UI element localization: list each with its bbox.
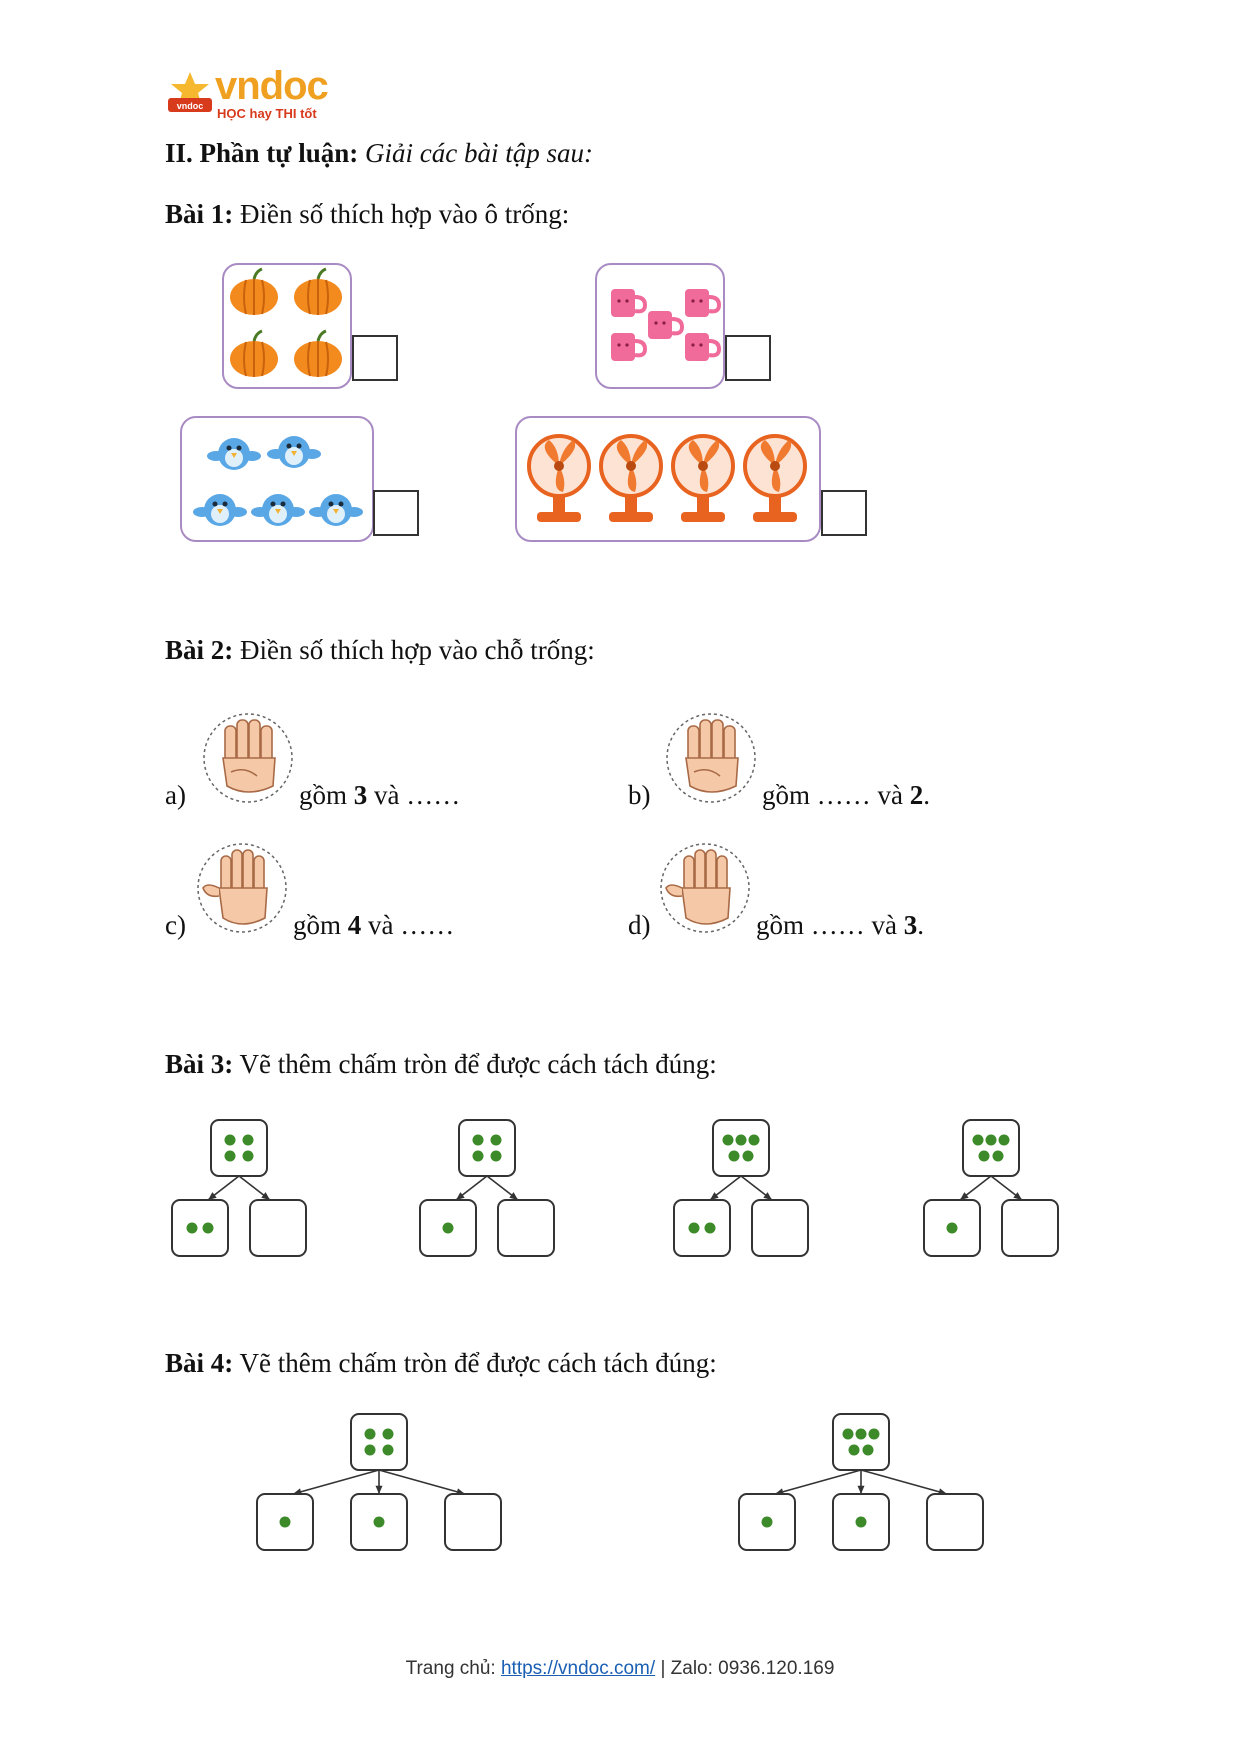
hand-five-fingers-icon	[658, 838, 752, 938]
dot	[849, 1445, 860, 1456]
dot	[856, 1517, 867, 1528]
fan-group	[515, 416, 821, 542]
dot	[203, 1223, 214, 1234]
dot	[243, 1135, 254, 1146]
dot	[280, 1517, 291, 1528]
fan-icon	[529, 436, 589, 522]
dot	[749, 1135, 760, 1146]
child-number-box	[833, 1494, 889, 1550]
dot	[225, 1151, 236, 1162]
dot	[723, 1135, 734, 1146]
dot	[843, 1429, 854, 1440]
bai2-label: Bài 2:	[165, 635, 234, 665]
fan-icon	[745, 436, 805, 522]
dot	[729, 1151, 740, 1162]
pumpkin-group	[222, 263, 352, 389]
bai2-item-b	[628, 708, 1068, 808]
dot	[491, 1135, 502, 1146]
mug-icon	[611, 289, 645, 317]
item-letter: c)	[165, 910, 186, 940]
item-text: gồm 3 và ……	[299, 780, 461, 810]
section-title: II. Phần tự luận:	[165, 138, 359, 168]
split-arrow	[293, 1470, 379, 1494]
split-tree	[170, 1118, 308, 1258]
bai2-heading	[165, 635, 595, 666]
bai1-heading	[165, 199, 569, 230]
dot	[243, 1151, 254, 1162]
bai2-item-c	[165, 838, 605, 938]
child-number-box	[674, 1200, 730, 1256]
mug-icon	[648, 311, 682, 339]
top-number-box	[211, 1120, 267, 1176]
item-letter: b)	[628, 780, 651, 810]
dot	[383, 1445, 394, 1456]
bai4-label: Bài 4:	[165, 1348, 234, 1378]
answer-box-fans[interactable]	[821, 490, 867, 536]
top-number-box	[351, 1414, 407, 1470]
bai4-heading	[165, 1348, 717, 1379]
svg-text:vndoc: vndoc	[176, 101, 204, 111]
split-tree	[737, 1412, 985, 1552]
dot	[743, 1151, 754, 1162]
dot	[993, 1151, 1004, 1162]
section-subtitle: Giải các bài tập sau:	[365, 138, 593, 168]
item-text: gồm …… và 2.	[762, 780, 930, 810]
footer-contact: | Zalo: 0936.120.169	[655, 1658, 835, 1679]
dot	[947, 1223, 958, 1234]
mug-group	[595, 263, 725, 389]
dot	[689, 1223, 700, 1234]
bai2-item-a	[165, 708, 605, 808]
empty-answer-box[interactable]	[250, 1200, 306, 1256]
dot	[762, 1517, 773, 1528]
logo-emblem-icon	[165, 70, 215, 120]
split-tree	[255, 1412, 503, 1552]
split-tree	[672, 1118, 810, 1258]
dot	[973, 1135, 984, 1146]
bai4-instruction: Vẽ thêm chấm tròn để được cách tách đúng:	[239, 1348, 717, 1378]
pumpkin-icon	[294, 269, 342, 315]
item-letter: d)	[628, 910, 651, 940]
dot	[383, 1429, 394, 1440]
child-number-box	[739, 1494, 795, 1550]
dot	[491, 1151, 502, 1162]
empty-answer-box[interactable]	[445, 1494, 501, 1550]
dot	[979, 1151, 990, 1162]
bai3-instruction: Vẽ thêm chấm tròn để được cách tách đúng:	[239, 1049, 717, 1079]
bird-group	[180, 416, 374, 542]
child-number-box	[257, 1494, 313, 1550]
top-number-box	[459, 1120, 515, 1176]
dot	[187, 1223, 198, 1234]
top-number-box	[713, 1120, 769, 1176]
split-arrow	[379, 1470, 465, 1494]
dot	[986, 1135, 997, 1146]
fan-icon	[601, 436, 661, 522]
bai1-instruction: Điền số thích hợp vào ô trống:	[240, 199, 570, 229]
bird-icon	[309, 494, 363, 526]
child-number-box	[924, 1200, 980, 1256]
empty-answer-box[interactable]	[1002, 1200, 1058, 1256]
top-number-box	[963, 1120, 1019, 1176]
pumpkin-icon	[230, 331, 278, 377]
bai2-instruction: Điền số thích hợp vào chỗ trống:	[240, 635, 595, 665]
empty-answer-box[interactable]	[927, 1494, 983, 1550]
bai1-label: Bài 1:	[165, 199, 234, 229]
item-text: gồm 4 và ……	[293, 910, 455, 940]
dot	[856, 1429, 867, 1440]
child-number-box	[420, 1200, 476, 1256]
page-footer	[0, 1658, 1240, 1680]
item-letter: a)	[165, 780, 186, 810]
mug-icon	[611, 333, 645, 361]
hand-five-fingers-icon	[195, 838, 289, 938]
dot	[869, 1429, 880, 1440]
split-tree	[922, 1118, 1060, 1258]
dot	[365, 1429, 376, 1440]
bird-icon	[251, 494, 305, 526]
vndoc-logo	[165, 64, 328, 124]
bird-icon	[207, 438, 261, 470]
bird-icon	[193, 494, 247, 526]
answer-box-mugs[interactable]	[725, 335, 771, 381]
split-arrow	[861, 1470, 947, 1494]
dot	[374, 1517, 385, 1528]
dot	[736, 1135, 747, 1146]
bai3-label: Bài 3:	[165, 1049, 234, 1079]
answer-box-birds[interactable]	[373, 490, 419, 536]
pumpkin-icon	[294, 331, 342, 377]
child-number-box	[351, 1494, 407, 1550]
dot	[705, 1223, 716, 1234]
mug-icon	[685, 333, 719, 361]
arrow-head	[857, 1486, 864, 1494]
bai2-item-d	[628, 838, 1068, 938]
dot	[999, 1135, 1010, 1146]
dot	[863, 1445, 874, 1456]
top-number-box	[833, 1414, 889, 1470]
mug-icon	[685, 289, 719, 317]
dot	[443, 1223, 454, 1234]
bird-icon	[267, 436, 321, 468]
item-text: gồm …… và 3.	[756, 910, 924, 940]
split-tree	[418, 1118, 556, 1258]
footer-prefix: Trang chủ:	[405, 1658, 501, 1679]
answer-box-pumpkins[interactable]	[352, 335, 398, 381]
empty-answer-box[interactable]	[498, 1200, 554, 1256]
section-heading	[165, 138, 593, 169]
child-number-box	[172, 1200, 228, 1256]
dot	[473, 1135, 484, 1146]
dot	[473, 1151, 484, 1162]
empty-answer-box[interactable]	[752, 1200, 808, 1256]
fan-icon	[673, 436, 733, 522]
dot	[225, 1135, 236, 1146]
dot	[365, 1445, 376, 1456]
logo-wordmark: vndoc	[215, 64, 328, 108]
homepage-link[interactable]: https://vndoc.com/	[500, 1658, 656, 1679]
hand-four-fingers-icon	[664, 708, 758, 808]
arrow-head	[375, 1486, 382, 1494]
bai3-heading	[165, 1049, 717, 1080]
split-arrow	[775, 1470, 861, 1494]
pumpkin-icon	[230, 269, 278, 315]
hand-four-fingers-icon	[201, 708, 295, 808]
logo-tagline: HỌC hay THI tốt	[217, 106, 317, 121]
